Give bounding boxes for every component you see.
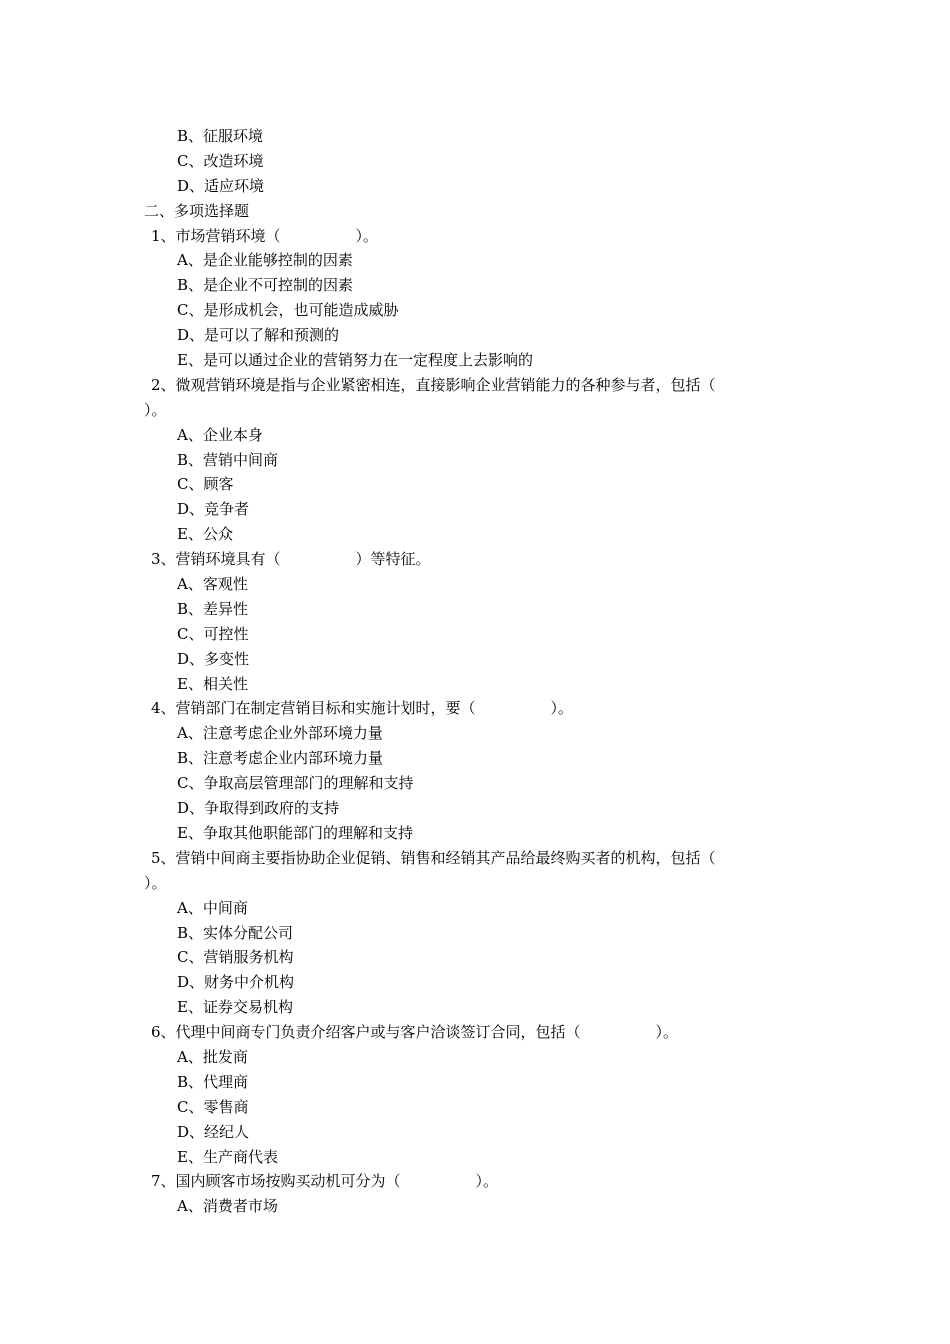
option-line: D、是可以了解和预测的 bbox=[177, 326, 340, 345]
option-line: E、争取其他职能部门的理解和支持 bbox=[177, 823, 413, 842]
option-line: E、是可以通过企业的营销努力在一定程度上去影响的 bbox=[177, 351, 533, 370]
option-line: D、适应环境 bbox=[177, 176, 265, 195]
question-continuation: ）。 bbox=[144, 873, 167, 892]
option-line: A、批发商 bbox=[177, 1047, 248, 1066]
option-line: B、营销中间商 bbox=[177, 450, 279, 469]
question-line: 7、国内顾客市场按购买动机可分为（ ）。 bbox=[151, 1172, 499, 1191]
option-line: D、经纪人 bbox=[177, 1122, 250, 1141]
option-line: C、争取高层管理部门的理解和支持 bbox=[177, 774, 414, 793]
option-line: A、注意考虑企业外部环境力量 bbox=[177, 724, 383, 743]
option-line: D、竞争者 bbox=[177, 500, 250, 519]
option-line: A、是企业能够控制的因素 bbox=[177, 251, 353, 270]
option-line: B、代理商 bbox=[177, 1072, 249, 1091]
option-line: C、营销服务机构 bbox=[177, 948, 294, 967]
option-line: E、证券交易机构 bbox=[177, 998, 293, 1017]
option-line: B、是企业不可控制的因素 bbox=[177, 276, 354, 295]
option-line: C、顾客 bbox=[177, 475, 234, 494]
option-line: B、差异性 bbox=[177, 599, 249, 618]
option-line: D、财务中介机构 bbox=[177, 973, 295, 992]
option-line: C、改造环境 bbox=[177, 151, 264, 170]
option-line: E、相关性 bbox=[177, 674, 248, 693]
option-line: A、企业本身 bbox=[177, 425, 263, 444]
option-line: E、公众 bbox=[177, 525, 233, 544]
option-line: B、实体分配公司 bbox=[177, 923, 294, 942]
question-line: 5、营销中间商主要指协助企业促销、销售和经销其产品给最终购买者的机构，包括（ bbox=[151, 848, 716, 867]
question-line: 6、代理中间商专门负责介绍客户或与客户洽谈签订合同，包括（ ）。 bbox=[151, 1023, 679, 1042]
option-line: C、可控性 bbox=[177, 624, 249, 643]
question-line: 2、微观营销环境是指与企业紧密相连，直接影响企业营销能力的各种参与者，包括（ bbox=[151, 375, 716, 394]
option-line: A、消费者市场 bbox=[177, 1197, 278, 1216]
question-line: 4、营销部门在制定营销目标和实施计划时，要（ ）。 bbox=[151, 699, 574, 718]
document-page bbox=[0, 124, 950, 1219]
question-line: 3、营销环境具有（ ）等特征。 bbox=[151, 550, 431, 569]
option-line: A、客观性 bbox=[177, 575, 248, 594]
option-line: C、零售商 bbox=[177, 1097, 249, 1116]
option-line: D、争取得到政府的支持 bbox=[177, 799, 340, 818]
option-line: E、生产商代表 bbox=[177, 1147, 278, 1166]
option-line: B、注意考虑企业内部环境力量 bbox=[177, 749, 384, 768]
option-line: B、征服环境 bbox=[177, 127, 264, 145]
section-heading: 二、多项选择题 bbox=[144, 201, 250, 220]
question-line: 1、市场营销环境（ ）。 bbox=[151, 226, 379, 245]
option-line: C、是形成机会，也可能造成威胁 bbox=[177, 301, 399, 320]
option-line: A、中间商 bbox=[177, 898, 248, 917]
option-line: D、多变性 bbox=[177, 649, 250, 668]
question-continuation: ）。 bbox=[144, 400, 167, 419]
